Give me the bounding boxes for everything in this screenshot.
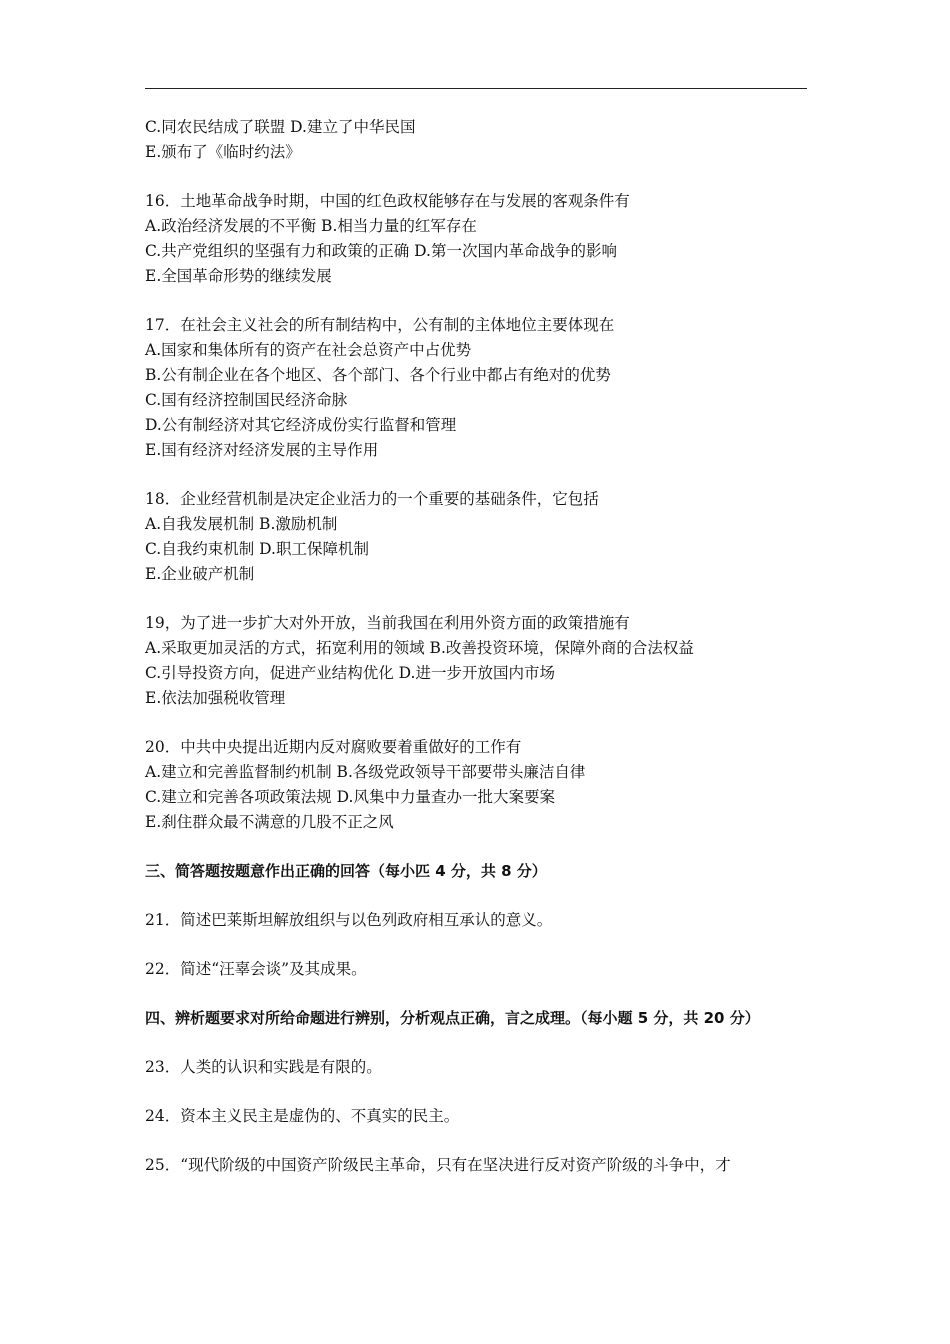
text-line: 18．企业经营机制是决定企业活力的一个重要的基础条件，它包括	[145, 490, 599, 508]
text-line: 17．在社会主义社会的所有制结构中，公有制的主体地位主要体现在	[145, 316, 615, 334]
paragraph-gap	[145, 1031, 810, 1055]
text-line: E.企业破产机制	[145, 565, 255, 583]
paragraph-gap	[145, 884, 810, 908]
text-line: E.依法加强税收管理	[145, 689, 286, 707]
text-line: 24．资本主义民主是虚伪的、不真实的民主。	[145, 1107, 460, 1125]
text-line: 20．中共中央提出近期内反对腐败要着重做好的工作有	[145, 738, 522, 756]
paragraph-gap	[145, 933, 810, 957]
paragraph-gap	[145, 1129, 810, 1153]
text-line: C.自我约束机制 D.职工保障机制	[145, 540, 369, 558]
text-line: A.政治经济发展的不平衡 B.相当力量的红军存在	[145, 217, 477, 235]
section-heading: 四、辨析题要求对所给命题进行辨别，分析观点正确，言之成理。（每小题 5 分，共 20 分）	[145, 1009, 760, 1027]
text-line: A.自我发展机制 B.激励机制	[145, 515, 338, 533]
text-line: C.同农民结成了联盟 D.建立了中华民国	[145, 118, 416, 136]
section-heading: 三、简答题按题意作出正确的回答（每小匹 4 分，共 8 分）	[145, 862, 547, 880]
paragraph-gap	[145, 165, 810, 189]
text-line: B.公有制企业在各个地区、各个部门、各个行业中都占有绝对的优势	[145, 366, 611, 384]
paragraph-gap	[145, 982, 810, 1006]
text-line: D.公有制经济对其它经济成份实行监督和管理	[145, 416, 457, 434]
text-line: 16．土地革命战争时期，中国的红色政权能够存在与发展的客观条件有	[145, 192, 630, 210]
text-line: C.共产党组织的坚强有力和政策的正确 D.第一次国内革命战争的影响	[145, 242, 617, 260]
text-line: 19，为了进一步扩大对外开放，当前我国在利用外资方面的政策措施有	[145, 614, 630, 632]
paragraph-gap	[145, 1080, 810, 1104]
text-line: A.建立和完善监督制约机制 B.各级党政领导干部要带头廉洁自律	[145, 763, 586, 781]
text-line: 22．简述“汪辜会谈”及其成果。	[145, 960, 367, 978]
text-line: C.引导投资方向，促进产业结构优化 D.进一步开放国内市场	[145, 664, 555, 682]
text-line: A.采取更加灵活的方式，拓宽利用的领域 B.改善投资环境，保障外商的合法权益	[145, 639, 694, 657]
text-line: A.国家和集体所有的资产在社会总资产中占优势	[145, 341, 472, 359]
text-line: 23．人类的认识和实践是有限的。	[145, 1058, 382, 1076]
paragraph-gap	[145, 711, 810, 735]
text-line: E.全国革命形势的继续发展	[145, 267, 332, 285]
text-line: 25．“现代阶级的中国资产阶级民主革命，只有在坚决进行反对资产阶级的斗争中，才	[145, 1156, 731, 1174]
text-line: E.刹住群众最不满意的几股不正之风	[145, 813, 394, 831]
document-body	[145, 115, 810, 1178]
text-line: E.国有经济对经济发展的主导作用	[145, 441, 379, 459]
paragraph-gap	[145, 587, 810, 611]
text-line: E.颁布了《临时约法》	[145, 143, 301, 161]
text-line: C.建立和完善各项政策法规 D.风集中力量查办一批大案要案	[145, 788, 555, 806]
paragraph-gap	[145, 289, 810, 313]
paragraph-gap	[145, 835, 810, 859]
text-line: C.国有经济控制国民经济命脉	[145, 391, 348, 409]
header-rule	[145, 88, 807, 89]
paragraph-gap	[145, 463, 810, 487]
text-line: 21．简述巴莱斯坦解放组织与以色列政府相互承认的意义。	[145, 911, 553, 929]
